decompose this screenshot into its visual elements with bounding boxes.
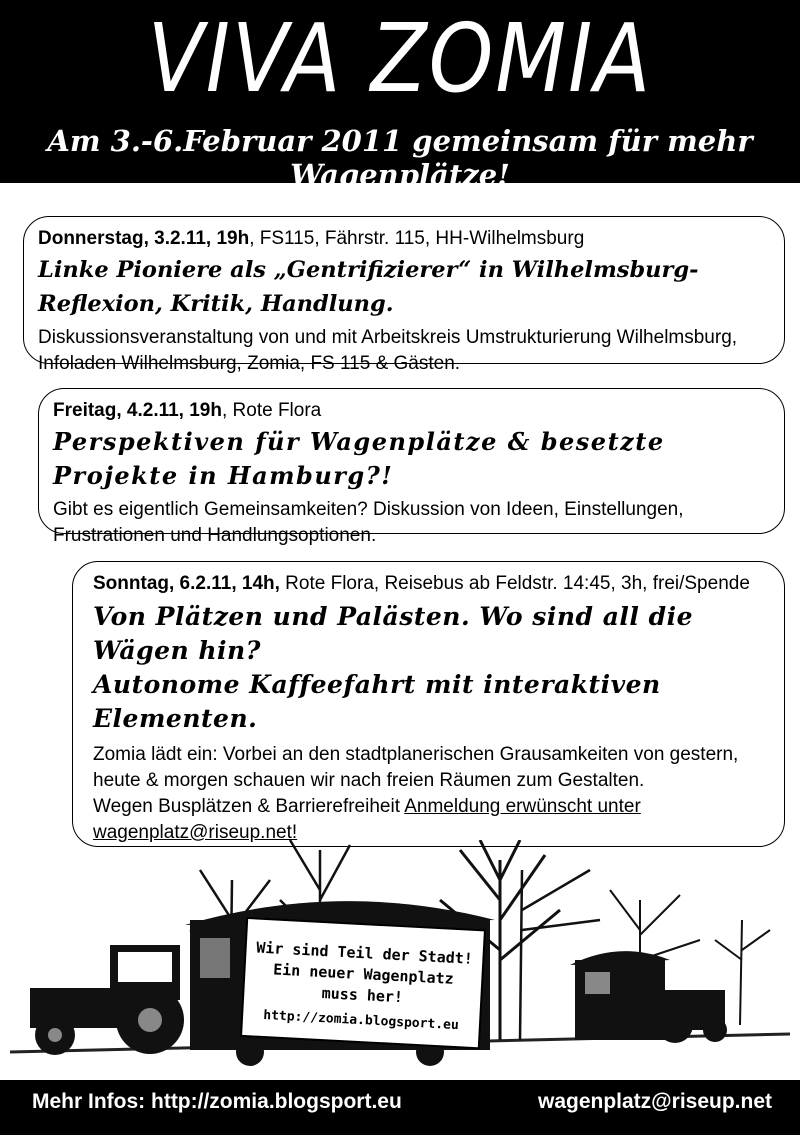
- banner-url: http://zomia.blogsport.eu: [262, 1007, 460, 1034]
- event-friday: [38, 388, 785, 546]
- footer-info-link[interactable]: Mehr Infos: http://zomia.blogsport.eu: [32, 1090, 402, 1113]
- wagon-illustration: [0, 840, 800, 1080]
- event-meta: [87, 572, 770, 596]
- event-date: Freitag, 4.2.11, 19h: [53, 400, 222, 421]
- event-subheadline: Autonome Kaffeefahrt mit interaktiven Elementen.: [93, 670, 661, 733]
- footer-email[interactable]: wagenplatz@riseup.net: [537, 1090, 772, 1113]
- event-thursday: [23, 216, 785, 374]
- event-location: , Rote Flora: [221, 400, 322, 421]
- banner-line-2: Ein neuer Wagenplatz: [272, 960, 455, 988]
- tractor-right-icon: [570, 951, 727, 1043]
- event-note-text: Wegen Busplätzen & Barrierefreiheit: [93, 796, 405, 817]
- page-title: VIVA ZOMIA: [147, 4, 653, 115]
- event-location: Rote Flora, Reisebus ab Feldstr. 14:45, 3h, frei/Spende: [279, 573, 750, 594]
- footer: [0, 1080, 800, 1135]
- event-headline: Linke Pioniere als „Gentrifizierer“ in Wilhelmsburg-Reflexion, Kritik, Handlung.: [38, 257, 699, 317]
- tractor-left-icon: [30, 945, 184, 1055]
- event-date: Sonntag, 6.2.11, 14h,: [93, 573, 280, 594]
- page-subtitle: Am 3.-6.Februar 2011 gemeinsam für mehr Wagenplätze!: [47, 124, 753, 192]
- event-description: Zomia lädt ein: Vorbei an den stadtplanerischen Grausamkeiten von gestern, heute & morgen schauen wir nach freien Räumen zum Gestalten.: [93, 744, 739, 791]
- header: [0, 0, 800, 192]
- event-description: Gibt es eigentlich Gemeinsamkeiten? Diskussion von Ideen, Einstellungen, Frustrationen und Handlungsoptionen.: [53, 499, 684, 546]
- event-headline: Perspektiven für Wagenplätze & besetzte Projekte in Hamburg?!: [53, 427, 665, 490]
- event-date: Donnerstag, 3.2.11, 19h: [38, 228, 250, 249]
- registration-link[interactable]: Anmeldung erwünscht unter wagenplatz@riseup.net!: [93, 796, 641, 843]
- event-sunday: [72, 561, 785, 847]
- event-location: , FS115, Fährstr. 115, HH-Wilhelmsburg: [249, 228, 585, 249]
- banner-line-3: muss her!: [321, 984, 404, 1007]
- event-description: Diskussionsveranstaltung von und mit Arbeitskreis Umstrukturierung Wilhelmsburg, Infoladen Wilhelmsburg, Zomia, FS 115 & Gästen.: [38, 327, 738, 374]
- banner-line-1: Wir sind Teil der Stadt!: [255, 938, 474, 968]
- event-headline: Von Plätzen und Palästen. Wo sind all die Wägen hin?: [93, 602, 693, 665]
- event-meta: [38, 227, 770, 251]
- event-meta: [53, 399, 770, 423]
- event-note: [87, 794, 770, 846]
